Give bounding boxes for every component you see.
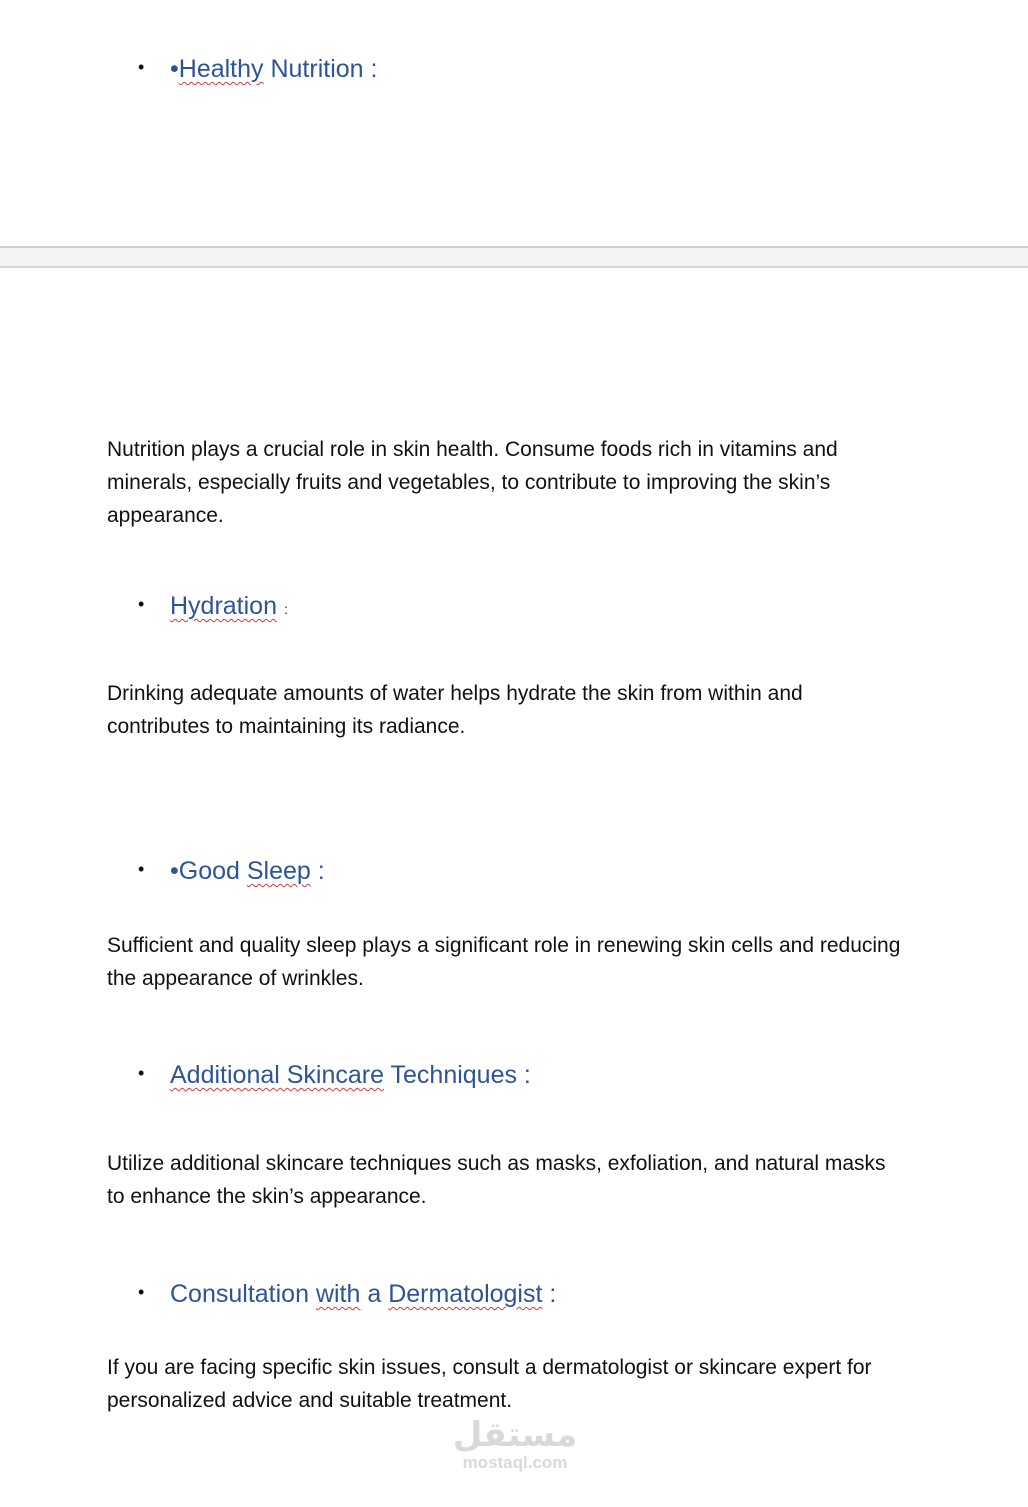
paragraph-dermatologist: If you are facing specific skin issues, consult a dermatologist or skincare expert for personalized advice and suitable treatment. [107,1356,872,1412]
heading-hydration [138,593,288,619]
heading-good-sleep [138,858,325,884]
paragraph-sleep: Sufficient and quality sleep plays a significant role in renewing skin cells and reducing the appearance of wrinkles. [107,934,901,990]
paragraph-nutrition: Nutrition plays a crucial role in skin health. Consume foods rich in vitamins and minerals, especially fruits and vegetables, to contribute to improving the skin’s appearance. [107,438,838,527]
bullet-icon: • [138,1063,145,1084]
bullet-icon: • [138,859,145,880]
heading-rest: Nutrition : [263,54,378,83]
paragraph-hydration: Drinking adequate amounts of water helps hydrate the skin from within and contributes to maintaining its radiance. [107,682,803,738]
heading-rest: : [310,856,325,885]
heading-part-b: with [315,1279,361,1308]
heading-prefix: • [170,54,179,83]
heading-word: Sleep [246,856,311,885]
heading-rest: Techniques : [384,1060,531,1089]
mostaql-watermark-logo [440,1415,590,1472]
heading-dermatologist [138,1281,556,1307]
bullet-icon: • [138,1282,145,1303]
heading-prefix: •Good [170,856,247,885]
heading-word: Hydration [170,591,277,620]
heading-colon: : [283,600,288,617]
bullet-icon: • [138,57,145,78]
page-break [0,246,1028,268]
heading-word: Additional Skincare [170,1060,385,1089]
paragraph-techniques: Utilize additional skincare techniques such as masks, exfoliation, and natural masks to enhance the skin’s appearance. [107,1152,886,1208]
heading-rest: : [542,1279,557,1308]
heading-part-c: a [360,1279,389,1308]
watermark-arabic: مستقل [452,1415,578,1455]
heading-healthy-nutrition [138,56,377,82]
watermark-latin: mostaql.com [462,1453,568,1472]
bullet-icon: • [138,594,145,615]
heading-word: Healthy [178,54,264,83]
document-page-1 [0,0,1028,246]
heading-part-d: Dermatologist [388,1279,543,1308]
heading-additional-techniques [138,1062,531,1088]
heading-part-a: Consultation [170,1279,316,1308]
